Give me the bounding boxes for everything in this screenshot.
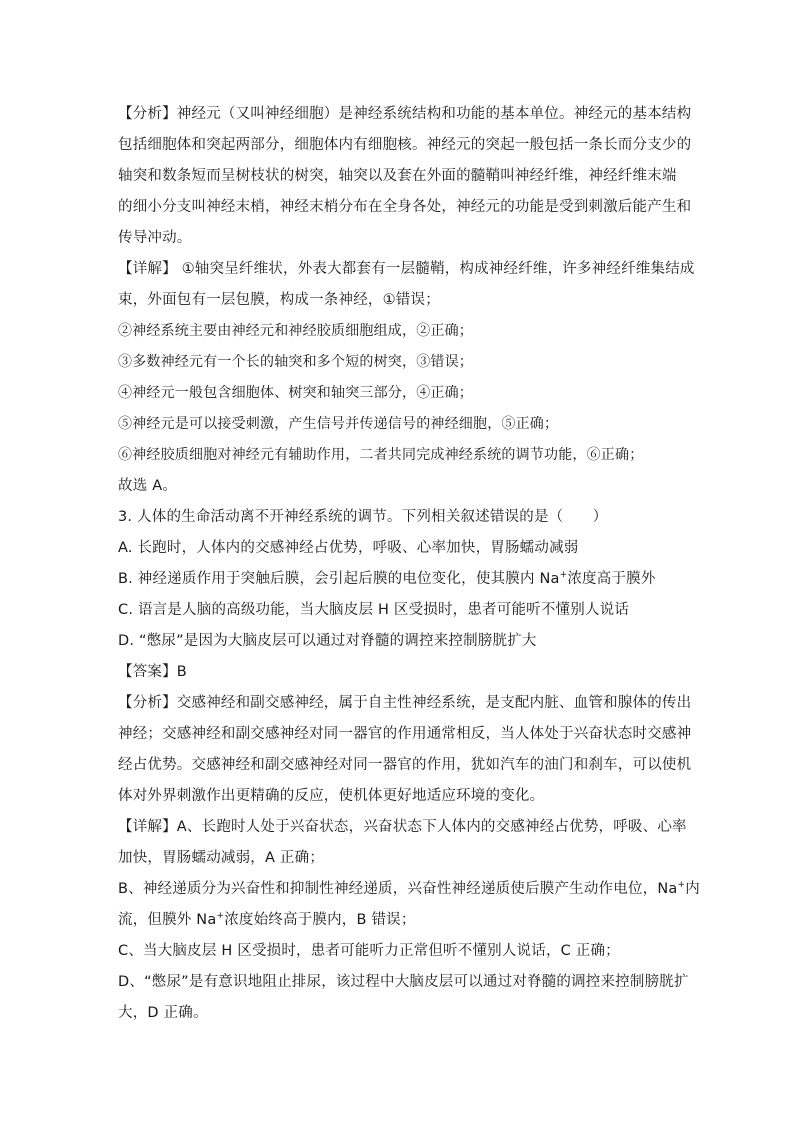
detail-b-text-end: 内	[685, 881, 700, 897]
text-line: 传导冲动。	[118, 230, 192, 246]
detail-block-1	[118, 254, 695, 502]
text-line: 轴突和数条短而呈树枝状的树突，轴突以及套在外面的髓鞘叫神经纤维，神经纤维末端	[118, 168, 677, 184]
text-line: ③多数神经元有一个长的轴突和多个短的树突，③错误；	[118, 354, 473, 370]
option-b-text: B. 神经递质作用于突触后膜，会引起后膜的电位变化，使其膜内 Na	[118, 571, 560, 587]
text-line: 【详解】 ①轴突呈纤维状，外表大都套有一层髓鞘，构成神经纤维，许多神经纤维集结成	[118, 261, 695, 277]
text-line: 神经；交感神经和副交感神经对同一器官的作用通常相反，当人体处于兴奋状态时交感神	[118, 726, 692, 742]
question-3	[118, 502, 678, 688]
question-stem: 3. 人体的生命活动离不开神经系统的调节。下列相关叙述错误的是（ ）	[118, 509, 608, 525]
analysis-block-1	[118, 99, 692, 254]
detail-b2-text-end: 浓度始终高于膜内，B 错误；	[224, 912, 416, 928]
detail-b-line-1	[118, 874, 700, 905]
option-a: A. 长跑时，人体内的交感神经占优势，呼吸、心率加快，胃肠蠕动减弱	[118, 540, 579, 556]
detail-block-2	[118, 812, 700, 1029]
text-line: 的细小分支叫神经末梢，神经末梢分布在全身各处，神经元的功能是受到刺激后能产生和	[118, 199, 692, 215]
answer: 【答案】B	[118, 664, 187, 680]
detail-b-line-2	[118, 905, 678, 936]
text-line: ②神经系统主要由神经元和神经胶质细胞组成，②正确；	[118, 323, 473, 339]
text-line: ④神经元一般包含细胞体、树突和轴突三部分，④正确；	[118, 385, 473, 401]
option-c: C. 语言是人脑的高级功能，当大脑皮层 H 区受损时，患者可能听不懂别人说话	[118, 602, 630, 618]
detail-d-line-1: D、“憋尿”是有意识地阻止排尿，该过程中大脑皮层可以通过对脊髓的调控来控制膀胱扩	[118, 974, 689, 990]
text-line: 束，外面包有一层包膜，构成一条神经，①错误；	[118, 292, 440, 308]
analysis-block-2	[118, 688, 692, 812]
superscript: +	[677, 880, 686, 891]
text-line: 经占优势。交感神经和副交感神经对同一器官的作用，犹如汽车的油门和刹车，可以使机	[118, 757, 692, 773]
detail-a-line-2: 加快，胃肠蠕动减弱，A 正确；	[118, 850, 325, 866]
text-line: ⑤神经元是可以接受刺激，产生信号并传递信号的神经细胞，⑤正确；	[118, 416, 559, 432]
superscript: +	[559, 570, 568, 581]
text-line: 【分析】神经元（又叫神经细胞）是神经系统结构和功能的基本单位。神经元的基本结构	[118, 106, 692, 122]
document-page	[118, 99, 700, 1029]
option-b	[118, 564, 678, 595]
text-line: 【分析】交感神经和副交感神经，属于自主性神经系统，是支配内脏、血管和腺体的传出	[118, 695, 692, 711]
detail-b-text: B、神经递质分为兴奋性和抑制性神经递质，兴奋性神经递质使后膜产生动作电位，Na	[118, 881, 678, 897]
superscript: +	[216, 911, 225, 922]
option-d: D. “憋尿”是因为大脑皮层可以通过对脊髓的调控来控制膀胱扩大	[118, 633, 537, 649]
text-line: 体对外界刺激作出更精确的反应，使机体更好地适应环境的变化。	[118, 788, 545, 804]
detail-d-line-2: 大，D 正确。	[118, 1005, 208, 1021]
detail-c-line: C、当大脑皮层 H 区受损时，患者可能听力正常但听不懂别人说话，C 正确；	[118, 943, 620, 959]
detail-a-line-1: 【详解】A、长跑时人处于兴奋状态，兴奋状态下人体内的交感神经占优势，呼吸、心率	[118, 819, 687, 835]
text-line: 包括细胞体和突起两部分，细胞体内有细胞核。神经元的突起一般包括一条长而分支少的	[118, 137, 692, 153]
detail-b2-text: 流，但膜外 Na	[118, 912, 217, 928]
option-b-text-end: 浓度高于膜外	[567, 571, 656, 587]
text-line: ⑥神经胶质细胞对神经元有辅助作用，二者共同完成神经系统的调节功能，⑥正确；	[118, 447, 644, 463]
final-choice: 故选 A。	[118, 478, 178, 494]
